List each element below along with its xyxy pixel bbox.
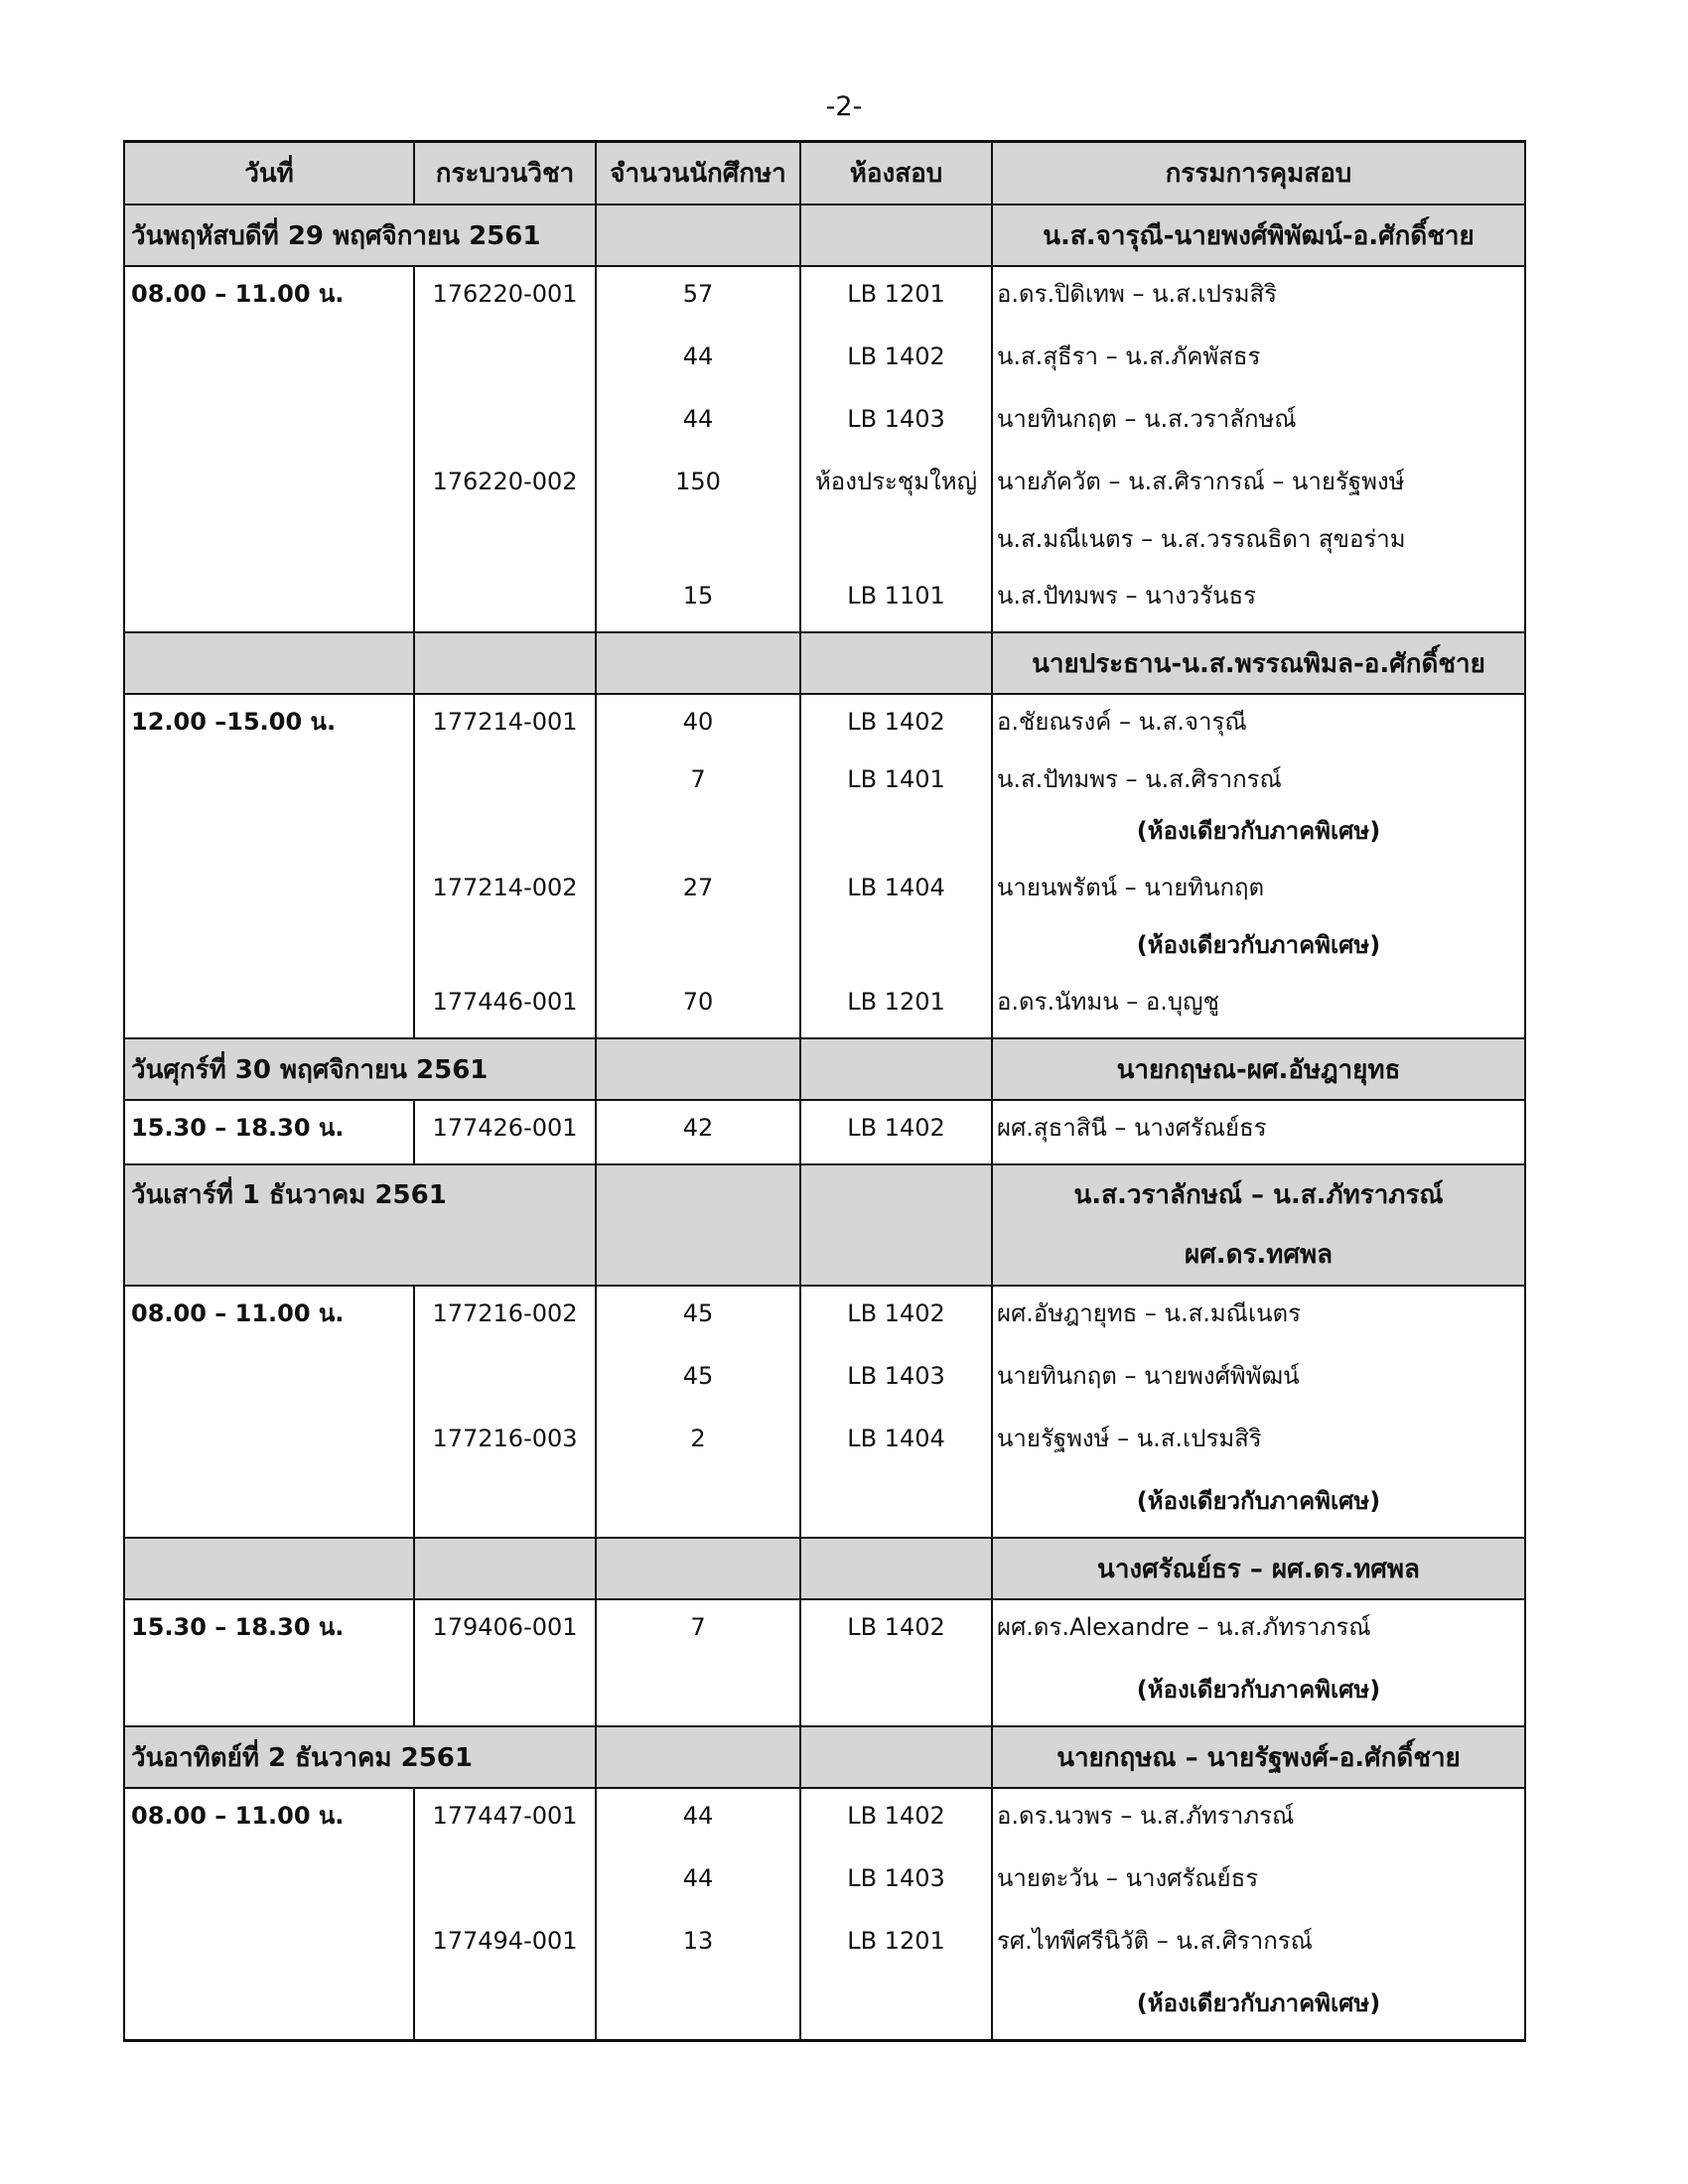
course-code: 177446-001	[414, 975, 596, 1038]
course-code: 176220-002	[414, 455, 596, 517]
proctor-names: น.ส.ปัทมพร – นางวรันธร	[992, 569, 1525, 632]
header-proctors: กรรมการคุมสอบ	[992, 142, 1525, 205]
proctor-names: น.ส.สุธีรา – น.ส.ภัคพัสธร	[992, 330, 1525, 392]
student-count: 40	[596, 694, 800, 757]
header-date: วันที่	[124, 142, 414, 205]
exam-room: LB 1402	[800, 1788, 992, 1851]
exam-room: LB 1201	[800, 266, 992, 330]
student-count: 42	[596, 1100, 800, 1164]
table-row	[124, 1914, 1525, 1977]
course-code: 177426-001	[414, 1100, 596, 1164]
course-code	[414, 392, 596, 455]
proctor-names: นายนพรัตน์ – นายทินกฤต	[992, 861, 1525, 923]
slot-header-row	[124, 632, 1525, 694]
time-slot: 08.00 – 11.00 น.	[124, 1286, 414, 1349]
shared-room-note: (ห้องเดียวกับภาคพิเศษ)	[992, 809, 1525, 861]
course-code: 177216-003	[414, 1412, 596, 1474]
page-number: -2-	[825, 91, 863, 122]
header-course: กระบวนวิชา	[414, 142, 596, 205]
student-count: 7	[596, 1599, 800, 1663]
exam-room: LB 1101	[800, 569, 992, 632]
course-code	[414, 757, 596, 809]
time-slot: 12.00 –15.00 น.	[124, 694, 414, 757]
table-row	[124, 861, 1525, 923]
exam-room: LB 1404	[800, 1412, 992, 1474]
student-count: 44	[596, 392, 800, 455]
proctor-names: นายภัควัต – น.ส.ศิรากรณ์ – นายรัฐพงษ์	[992, 455, 1525, 517]
time-slot: 15.30 – 18.30 น.	[124, 1100, 414, 1164]
table-row	[124, 1977, 1525, 2041]
student-count: 44	[596, 1788, 800, 1851]
exam-room: LB 1201	[800, 975, 992, 1038]
course-code	[414, 569, 596, 632]
shared-room-note: (ห้องเดียวกับภาคพิเศษ)	[992, 1663, 1525, 1726]
student-count: 150	[596, 455, 800, 517]
proctor-names: รศ.ไทพีศรีนิวัติ – น.ส.ศิรากรณ์	[992, 1914, 1525, 1977]
supervisor-names-line1: น.ส.วราลักษณ์ – น.ส.ภัทราภรณ์	[1073, 1180, 1444, 1210]
supervisor-names: น.ส.จารุณี-นายพงศ์พิพัฒน์-อ.ศักดิ์ชาย	[992, 205, 1525, 266]
course-code: 177494-001	[414, 1914, 596, 1977]
exam-room: LB 1403	[800, 1851, 992, 1914]
header-row	[124, 142, 1525, 205]
exam-room: LB 1402	[800, 694, 992, 757]
day-header-row	[124, 1726, 1525, 1788]
proctor-names: ผศ.อัษฎายุทธ – น.ส.มณีเนตร	[992, 1286, 1525, 1349]
student-count: 45	[596, 1349, 800, 1412]
exam-room: LB 1402	[800, 1599, 992, 1663]
student-count: 13	[596, 1914, 800, 1977]
time-slot: 08.00 – 11.00 น.	[124, 266, 414, 330]
exam-room: LB 1403	[800, 1349, 992, 1412]
student-count: 57	[596, 266, 800, 330]
course-code: 179406-001	[414, 1599, 596, 1663]
supervisor-names: นายกฤษณ – นายรัฐพงศ์-อ.ศักดิ์ชาย	[992, 1726, 1525, 1788]
proctor-names: อ.ชัยณรงค์ – น.ส.จารุณี	[992, 694, 1525, 757]
course-code: 177216-002	[414, 1286, 596, 1349]
table-row	[124, 392, 1525, 455]
proctor-names: ผศ.ดร.Alexandre – น.ส.ภัทราภรณ์	[992, 1599, 1525, 1663]
day-date: วันอาทิตย์ที่ 2 ธันวาคม 2561	[124, 1726, 596, 1788]
shared-room-note: (ห้องเดียวกับภาคพิเศษ)	[992, 923, 1525, 975]
student-count: 2	[596, 1412, 800, 1474]
day-header-row	[124, 1038, 1525, 1100]
header-room: ห้องสอบ	[800, 142, 992, 205]
course-code: 176220-001	[414, 266, 596, 330]
supervisor-names: นางศรัณย์ธร – ผศ.ดร.ทศพล	[992, 1538, 1525, 1599]
exam-room: ห้องประชุมใหญ่	[800, 455, 992, 517]
day-date: วันเสาร์ที่ 1 ธันวาคม 2561	[124, 1164, 596, 1286]
supervisor-names-line2: ผศ.ดร.ทศพล	[1184, 1240, 1334, 1270]
proctor-names: น.ส.มณีเนตร – น.ส.วรรณธิดา สุขอร่าม	[992, 517, 1525, 569]
table-row	[124, 809, 1525, 861]
exam-room: LB 1401	[800, 757, 992, 809]
course-code: 177447-001	[414, 1788, 596, 1851]
table-row	[124, 1851, 1525, 1914]
student-count: 44	[596, 330, 800, 392]
course-code	[414, 1851, 596, 1914]
table-row	[124, 1100, 1525, 1164]
proctor-names: น.ส.ปัทมพร – น.ส.ศิรากรณ์	[992, 757, 1525, 809]
table-row	[124, 1663, 1525, 1726]
table-row	[124, 757, 1525, 809]
exam-room: LB 1404	[800, 861, 992, 923]
exam-room: LB 1201	[800, 1914, 992, 1977]
time-slot: 08.00 – 11.00 น.	[124, 1788, 414, 1851]
student-count: 7	[596, 757, 800, 809]
course-code: 177214-002	[414, 861, 596, 923]
day-header-row	[124, 1164, 1525, 1286]
table-row	[124, 1599, 1525, 1663]
exam-room: LB 1403	[800, 392, 992, 455]
course-code	[414, 330, 596, 392]
student-count: 27	[596, 861, 800, 923]
proctor-names: นายทินกฤต – นายพงศ์พิพัฒน์	[992, 1349, 1525, 1412]
course-code	[414, 1349, 596, 1412]
day-date: วันพฤหัสบดีที่ 29 พฤศจิกายน 2561	[124, 205, 596, 266]
proctor-names: นายทินกฤต – น.ส.วราลักษณ์	[992, 392, 1525, 455]
time-slot: 15.30 – 18.30 น.	[124, 1599, 414, 1663]
table-row	[124, 1349, 1525, 1412]
proctor-names: อ.ดร.นัทมน – อ.บุญชู	[992, 975, 1525, 1038]
table-row	[124, 1286, 1525, 1349]
table-row	[124, 517, 1525, 569]
supervisor-names: นายประธาน-น.ส.พรรณพิมล-อ.ศักดิ์ชาย	[992, 632, 1525, 694]
exam-room: LB 1402	[800, 1286, 992, 1349]
day-date: วันศุกร์ที่ 30 พฤศจิกายน 2561	[124, 1038, 596, 1100]
table-row	[124, 266, 1525, 330]
table-row	[124, 923, 1525, 975]
proctor-names: นายตะวัน – นางศรัณย์ธร	[992, 1851, 1525, 1914]
table-row	[124, 1412, 1525, 1474]
proctor-names: ผศ.สุธาสินี – นางศรัณย์ธร	[992, 1100, 1525, 1164]
student-count: 45	[596, 1286, 800, 1349]
table-row	[124, 330, 1525, 392]
proctor-names: อ.ดร.นวพร – น.ส.ภัทราภรณ์	[992, 1788, 1525, 1851]
proctor-names: นายรัฐพงษ์ – น.ส.เปรมสิริ	[992, 1412, 1525, 1474]
course-code: 177214-001	[414, 694, 596, 757]
table-row	[124, 1788, 1525, 1851]
table-row	[124, 975, 1525, 1038]
exam-room: LB 1402	[800, 330, 992, 392]
exam-room: LB 1402	[800, 1100, 992, 1164]
supervisor-names	[992, 1164, 1525, 1286]
table-row	[124, 569, 1525, 632]
student-count: 15	[596, 569, 800, 632]
supervisor-names: นายกฤษณ-ผศ.อัษฎายุทธ	[992, 1038, 1525, 1100]
shared-room-note: (ห้องเดียวกับภาคพิเศษ)	[992, 1474, 1525, 1538]
day-header-row	[124, 205, 1525, 266]
proctor-names: อ.ดร.ปิดิเทพ – น.ส.เปรมสิริ	[992, 266, 1525, 330]
table-row	[124, 694, 1525, 757]
table-row	[124, 455, 1525, 517]
shared-room-note: (ห้องเดียวกับภาคพิเศษ)	[992, 1977, 1525, 2041]
student-count: 44	[596, 1851, 800, 1914]
slot-header-row	[124, 1538, 1525, 1599]
table-row	[124, 1474, 1525, 1538]
student-count: 70	[596, 975, 800, 1038]
exam-schedule-table	[123, 140, 1526, 2042]
header-students: จำนวนนักศึกษา	[596, 142, 800, 205]
